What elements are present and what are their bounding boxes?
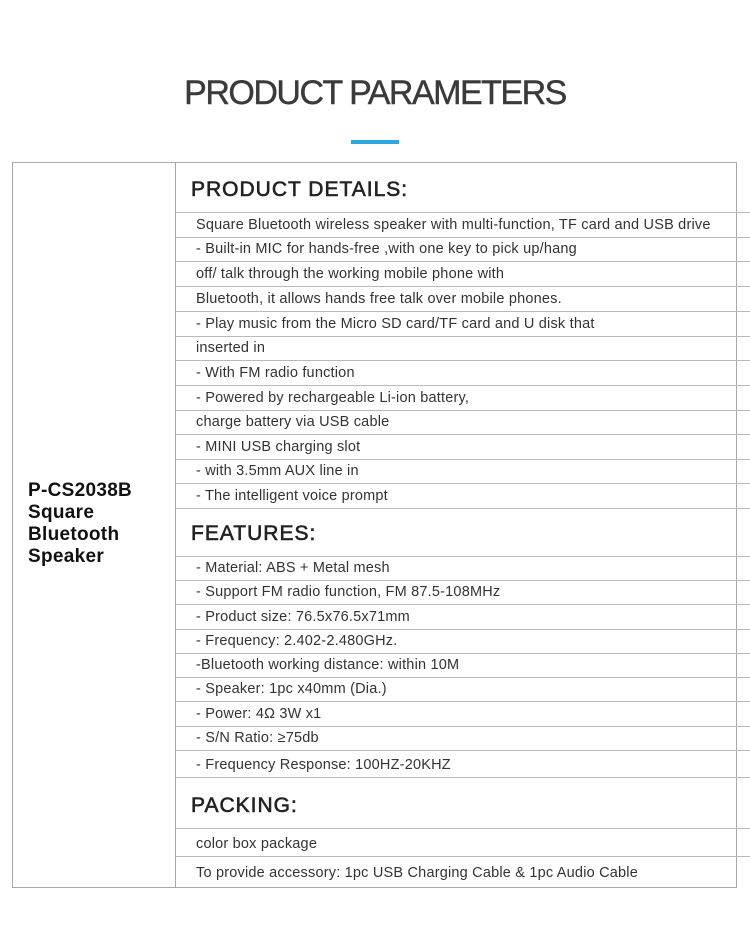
model-line: Speaker	[28, 546, 105, 567]
table-row: - With FM radio function	[176, 361, 750, 386]
model-line: Square	[28, 502, 95, 523]
table-row: - Material: ABS + Metal mesh	[176, 557, 750, 581]
table-row: - with 3.5mm AUX line in	[176, 460, 750, 484]
table-row: - Power: 4Ω 3W x1	[176, 702, 750, 727]
table-row: off/ talk through the working mobile phone with	[176, 262, 750, 287]
table-row: Square Bluetooth wireless speaker with multi-function, TF card and USB drive	[176, 213, 750, 238]
table-row: - Powered by rechargeable Li-ion battery,	[176, 386, 750, 411]
model-line: P-CS2038B	[28, 480, 133, 501]
table-row: -Bluetooth working distance: within 10M	[176, 654, 750, 678]
title-underline	[351, 140, 399, 144]
section-heading-packing: PACKING:	[176, 778, 750, 829]
section-heading-features: FEATURES:	[176, 509, 750, 557]
table-row: - The intelligent voice prompt	[176, 484, 750, 509]
table-row: - Built-in MIC for hands-free ,with one key to pick up/hang	[176, 238, 750, 262]
table-row: - Product size: 76.5x76.5x71mm	[176, 605, 750, 630]
page-title: PRODUCT PARAMETERS	[184, 74, 566, 112]
table-row: - Speaker: 1pc x40mm (Dia.)	[176, 678, 750, 702]
table-row: color box package	[176, 829, 750, 857]
table-row: To provide accessory: 1pc USB Charging Cable & 1pc Audio Cable	[196, 865, 638, 881]
table-row: - Play music from the Micro SD card/TF card and U disk that	[176, 312, 750, 337]
table-row: - Support FM radio function, FM 87.5-108MHz	[176, 581, 750, 605]
table-row: - Frequency Response: 100HZ-20KHZ	[176, 751, 750, 778]
model-line: Bluetooth	[28, 524, 120, 545]
parameters-rows	[176, 162, 750, 888]
table-row: - S/N Ratio: ≥75db	[176, 727, 750, 751]
table-row: charge battery via USB cable	[176, 411, 750, 435]
table-row: - Frequency: 2.402-2.480GHz.	[176, 630, 750, 654]
table-row: - MINI USB charging slot	[176, 435, 750, 460]
table-row: Bluetooth, it allows hands free talk over mobile phones.	[176, 287, 750, 312]
section-heading-product-details: PRODUCT DETAILS:	[176, 162, 750, 213]
table-row: inserted in	[176, 337, 750, 361]
product-model-name	[28, 480, 168, 568]
